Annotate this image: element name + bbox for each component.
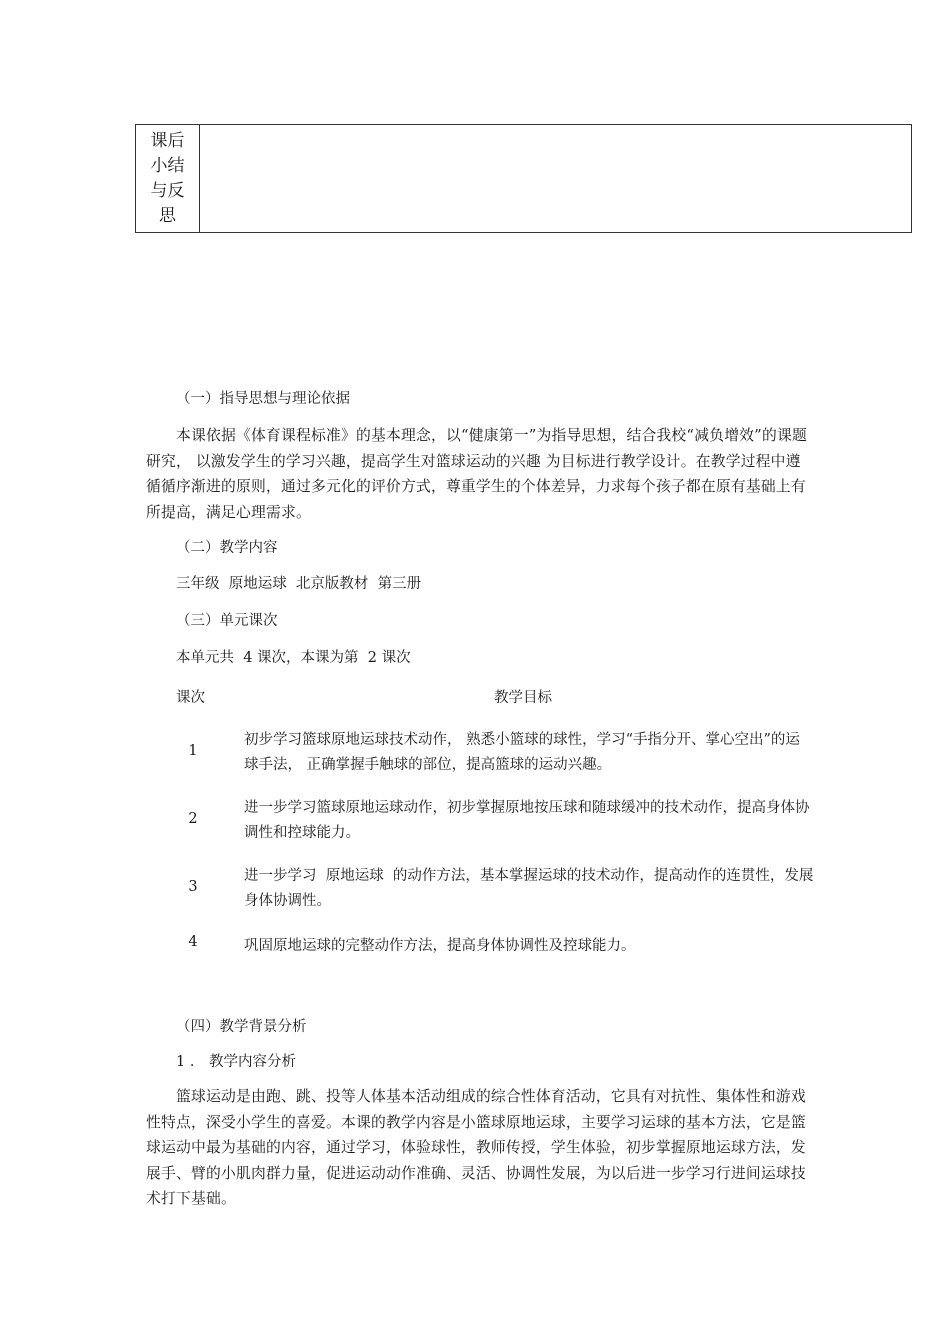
goals-header-lesson: 课次	[176, 690, 205, 706]
goal-text: 巩固原地运球的完整动作方法，提高身体协调性及控球能力。	[244, 938, 636, 954]
section4-heading: （四）教学背景分析	[176, 1019, 307, 1035]
goals-header-objective: 教学目标	[494, 690, 552, 706]
section1-paragraph: 本课依据《体育课程标准》的基本理念，以“健康第一”为指导思想，结合我校“减负增效”的课题研究， 以激发学生的学习兴趣，提高学生对篮球运动的兴趣 为目标进行教学设计。在教学过程中遵循循序渐进的原则，通过多元化的评价方式，尊重学生的个体差异，力求每个孩子都在原有基础上有所提高，满足心理需求。	[146, 427, 807, 521]
goal-number: 2	[188, 811, 198, 827]
reflection-label: 课后小结与反思	[150, 130, 185, 226]
goal-text: 进一步学习篮球原地运球动作，初步掌握原地按压球和随球缓冲的技术动作，提高身体协调性和控球能力。	[244, 800, 810, 841]
section3-heading: （三）单元课次	[176, 613, 278, 629]
reflection-label-cell	[136, 125, 200, 232]
reflection-table	[135, 124, 912, 233]
reflection-content-cell	[200, 125, 911, 232]
goal-number: 3	[188, 879, 198, 895]
goal-text: 进一步学习 原地运球 的动作方法，基本掌握运球的技术动作，提高动作的连贯性，发展身体协调性。	[244, 868, 814, 909]
section2-heading: （二）教学内容	[176, 540, 278, 556]
section2-content: 三年级 原地运球 北京版教材 第三册	[176, 576, 422, 592]
section3-content: 本单元共 4 课次，本课为第 2 课次	[176, 650, 411, 666]
goal-number: 4	[188, 934, 198, 950]
section4-paragraph: 篮球运动是由跑、跳、投等人体基本活动组成的综合性体育活动，它具有对抗性、集体性和游戏性特点，深受小学生的喜爱。本课的教学内容是小篮球原地运球，主要学习运球的基本方法，它是篮球运动中最为基础的内容，通过学习，体验球性，教师传授，学生体验，初步掌握原地运球方法，发展手、臂的小肌肉群力量，促进运动动作准确、灵活、协调性发展，为以后进一步学习行进间运球技术打下基础。	[146, 1088, 806, 1207]
goal-text: 初步学习篮球原地运球技术动作， 熟悉小篮球的球性，学习“手指分开、掌心空出”的运球手法， 正确掌握手触球的部位，提高篮球的运动兴趣。	[244, 732, 800, 773]
section1-heading: （一）指导思想与理论依据	[176, 391, 350, 407]
goal-number: 1	[188, 743, 198, 759]
section4-subheading: 1 ． 教学内容分析	[176, 1054, 296, 1070]
